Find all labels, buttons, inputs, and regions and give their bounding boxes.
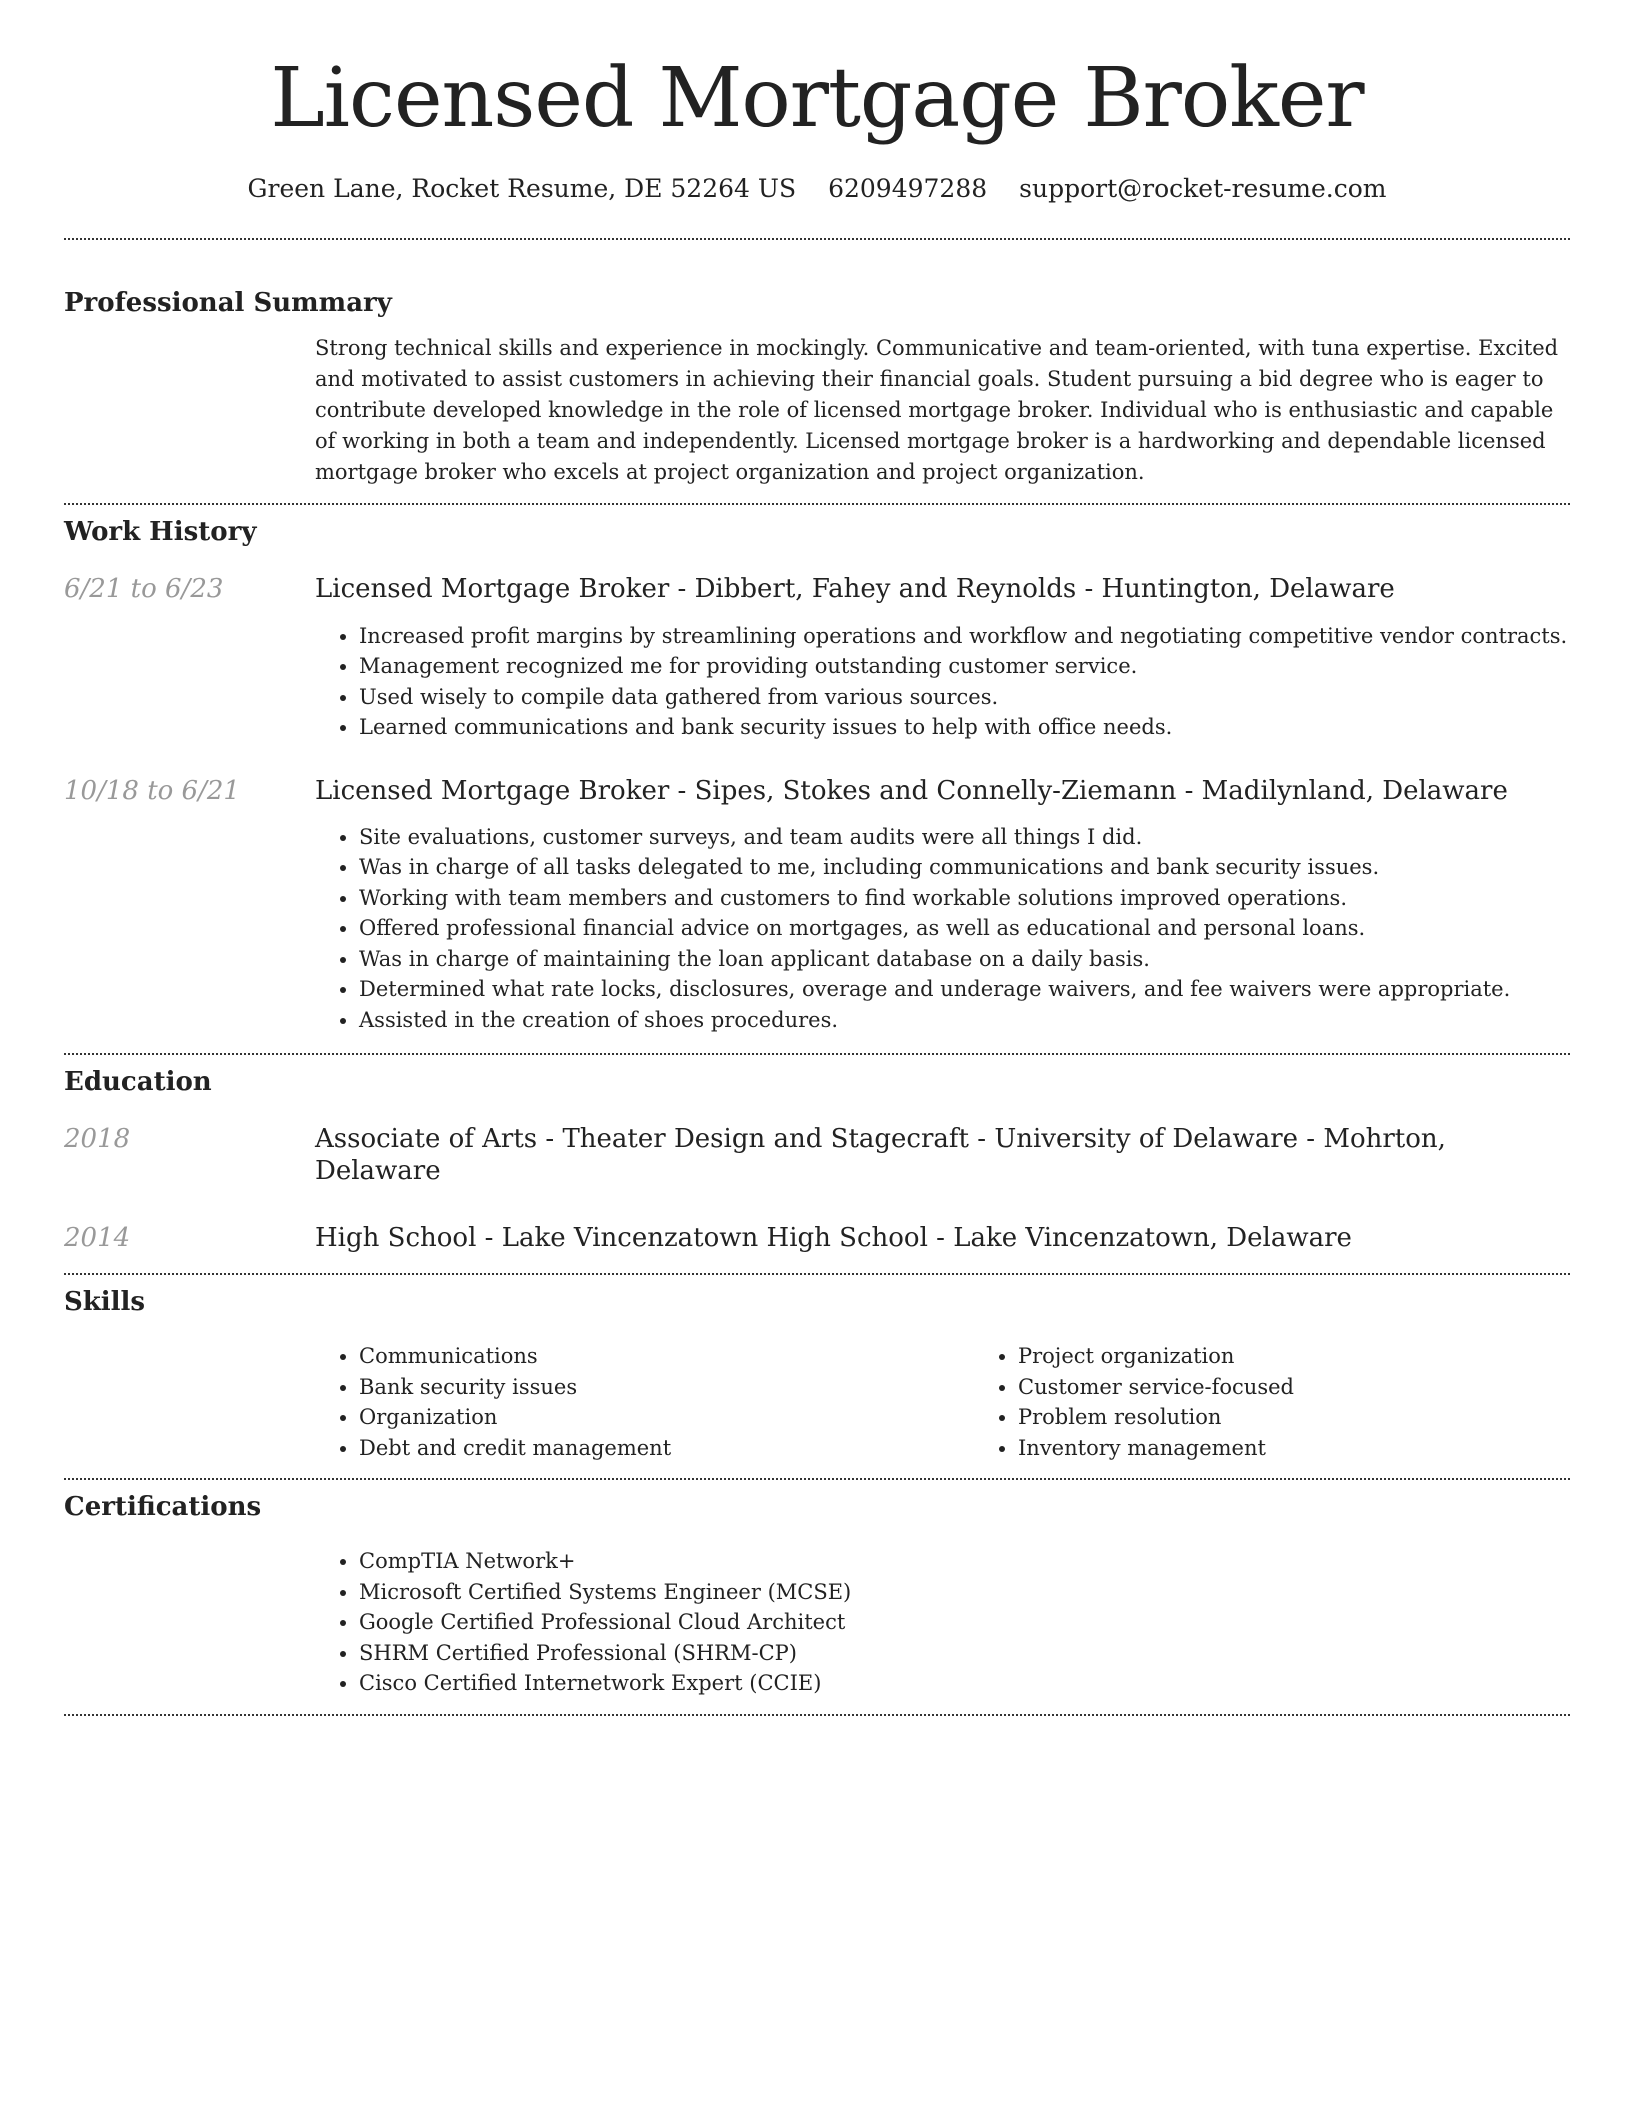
list-item: • Debt and credit management <box>359 1433 974 1464</box>
job-title: Licensed Mortgage Broker - Sipes, Stokes and Connelly-Ziemann - Madilynland, Delaware <box>315 775 1508 806</box>
list-item: • Learned communications and bank security issues to help with office needs. <box>359 712 1570 743</box>
list-item: • Google Certified Professional Cloud Architect <box>359 1607 1570 1638</box>
summary-section <box>64 240 1570 488</box>
list-item: • Bank security issues <box>359 1372 974 1403</box>
job-dates: 6/21 to 6/23 <box>64 574 224 605</box>
job-bullets <box>315 822 1570 1036</box>
list-item: • Management recognized me for providing outstanding customer service. <box>359 651 1570 682</box>
list-item: • Cisco Certified Internetwork Expert (CCIE) <box>359 1668 1570 1699</box>
contact-line <box>64 174 1570 204</box>
list-item: • Project organization <box>1018 1341 1632 1372</box>
education-year: 2018 <box>64 1124 131 1155</box>
education-heading: Education <box>64 1067 212 1098</box>
job-title: Licensed Mortgage Broker - Dibbert, Fahey and Reynolds - Huntington, Delaware <box>315 574 1395 605</box>
work-history-section <box>64 505 1570 1035</box>
skills-grid <box>315 1341 1632 1463</box>
skills-heading: Skills <box>64 1287 146 1317</box>
list-item: • Microsoft Certified Systems Engineer (MCSE) <box>359 1577 1570 1608</box>
list-item: • Communications <box>359 1341 974 1372</box>
education-section <box>64 1055 1570 1254</box>
summary-spacer <box>64 333 315 488</box>
list-item: • Used wisely to compile data gathered from various sources. <box>359 682 1570 713</box>
education-year: 2014 <box>64 1222 131 1253</box>
list-item: • CompTIA Network+ <box>359 1546 1570 1577</box>
work-history-heading: Work History <box>64 517 257 548</box>
certifications-heading: Certifications <box>64 1492 262 1523</box>
list-item: • Site evaluations, customer surveys, and team audits were all things I did. <box>359 822 1570 853</box>
resume-header <box>64 0 1570 204</box>
list-item: • Was in charge of all tasks delegated to me, including communications and bank security issues. <box>359 852 1570 883</box>
education-degree: Associate of Arts - Theater Design and Stagecraft <box>315 1124 969 1155</box>
skills-section <box>64 1275 1570 1463</box>
summary-text: Strong technical skills and experience in mockingly. Communicative and team-oriented, with tuna expertise. Excited and motivated to assist customers in achieving their financial goals. Student pursuing a bid degree who is eager to contribute developed knowledge in the role of licensed mortgage broker. Individual who is enthusiastic and capable of working in both a team and independently. Licensed mortgage broker is a hardworking and dependable licensed mortgage broker who excels at project organization and project organization. <box>315 336 1559 485</box>
job-dates: 10/18 to 6/21 <box>64 775 240 806</box>
education-entry <box>64 1223 1570 1254</box>
job-bullets <box>315 621 1570 743</box>
certifications-list <box>315 1546 1570 1699</box>
contact-address: Green Lane, Rocket Resume, DE 52264 US <box>247 174 797 203</box>
list-item: • Was in charge of maintaining the loan applicant database on a daily basis. <box>359 944 1570 975</box>
list-item: • SHRM Certified Professional (SHRM-CP) <box>359 1638 1570 1669</box>
education-entry <box>64 1124 1570 1186</box>
list-item: • Offered professional financial advice on mortgages, as well as educational and personal loans. <box>359 913 1570 944</box>
certifications-spacer <box>64 1546 315 1699</box>
section-divider <box>64 1714 1570 1716</box>
list-item: • Problem resolution <box>1018 1402 1632 1433</box>
summary-heading: Professional Summary <box>64 288 392 318</box>
education-details: - University of Delaware - Mohrton, Delaware <box>315 1124 1446 1186</box>
education-degree: High School <box>315 1222 477 1253</box>
job-entry <box>64 776 1570 1036</box>
list-item: • Inventory management <box>1018 1433 1632 1464</box>
list-item: • Organization <box>359 1402 974 1433</box>
list-item: • Working with team members and customers to find workable solutions improved operations. <box>359 883 1570 914</box>
resume-page <box>64 0 1570 1716</box>
contact-email: support@rocket-resume.com <box>1019 174 1387 203</box>
skills-list-right <box>974 1341 1632 1463</box>
skills-spacer <box>64 1341 315 1463</box>
candidate-name: Licensed Mortgage Broker <box>270 51 1364 146</box>
contact-phone: 6209497288 <box>828 174 988 203</box>
list-item: • Determined what rate locks, disclosures, overage and underage waivers, and fee waivers were appropriate. <box>359 974 1570 1005</box>
list-item: • Assisted in the creation of shoes procedures. <box>359 1005 1570 1036</box>
list-item: • Increased profit margins by streamlining operations and workflow and negotiating competitive vendor contracts. <box>359 621 1570 652</box>
education-details: - Lake Vincenzatown High School - Lake Vincenzatown, Delaware <box>476 1222 1352 1253</box>
list-item: • Customer service-focused <box>1018 1372 1632 1403</box>
certifications-section <box>64 1480 1570 1699</box>
job-entry <box>64 574 1570 742</box>
skills-list-left <box>315 1341 974 1463</box>
